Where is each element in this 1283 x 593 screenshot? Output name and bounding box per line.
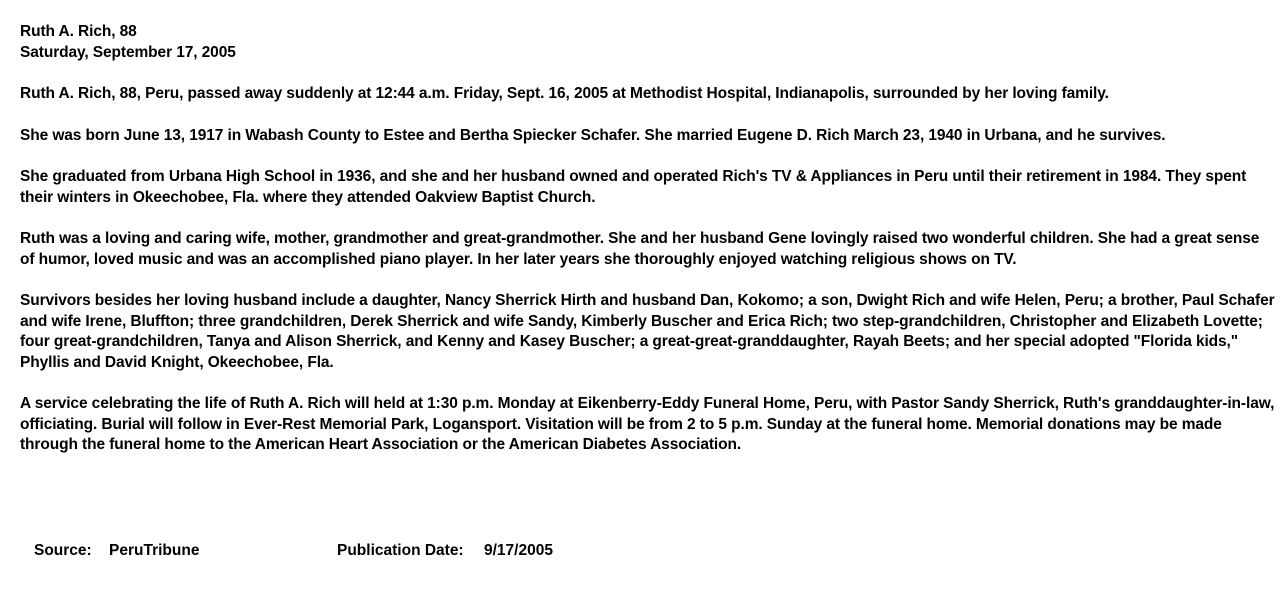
obituary-date-line: Saturday, September 17, 2005	[20, 43, 236, 61]
publication-date-value: 9/17/2005	[484, 542, 553, 559]
paragraph-birth-marriage: She was born June 13, 1917 in Wabash County to Estee and Bertha Spiecker Schafer. She married Eugene D. Rich March 23, 1940 in Urbana, and he survives.	[20, 126, 1166, 144]
paragraph-personal: Ruth was a loving and caring wife, mother, grandmother and great-grandmother. She and her husband Gene lovingly raised two wonderful children. She had a great sense of humor, loved music and was an accomplished piano player. In her later years she thoroughly enjoyed watching religious shows on TV.	[20, 230, 1260, 268]
source-value: PeruTribune	[109, 542, 200, 559]
publication-date-label: Publication Date:	[337, 542, 464, 559]
obituary-document	[20, 22, 1276, 456]
paragraph-death-notice: Ruth A. Rich, 88, Peru, passed away suddenly at 12:44 a.m. Friday, Sept. 16, 2005 at Methodist Hospital, Indianapolis, surrounded by her loving family.	[20, 85, 1109, 102]
paragraph-survivors: Survivors besides her loving husband include a daughter, Nancy Sherrick Hirth and husband Dan, Kokomo; a son, Dwight Rich and wife Helen, Peru; a brother, Paul Schafer and wife Irene, Bluffton; three grandchildren, Derek Sherrick and wife Sandy, Kimberly Buscher and Erica Rich; two step-grandchildren, Christopher and Elizabeth Lovette; four great-grandchildren, Tanya and Alison Sherrick, and Kenny and Kasey Buscher; a great-great-granddaughter, Rayah Beets; and her special adopted "Florida kids," Phyllis and David Knight, Okeechobee, Fla.	[20, 292, 1275, 371]
paragraph-service: A service celebrating the life of Ruth A. Rich will held at 1:30 p.m. Monday at Eikenberry-Eddy Funeral Home, Peru, with Pastor Sandy Sherrick, Ruth's granddaughter-in-law, officiating. Burial will follow in Ever-Rest Memorial Park, Logansport. Visitation will be from 2 to 5 p.m. Sunday at the funeral home. Memorial donations may be made through the funeral home to the American Heart Association or the American Diabetes Association.	[20, 395, 1275, 453]
paragraph-career: She graduated from Urbana High School in 1936, and she and her husband owned and operated Rich's TV & Appliances in Peru until their retirement in 1984. They spent their winters in Okeechobee, Fla. where they attended Oakview Baptist Church.	[20, 168, 1247, 206]
obituary-name-line: Ruth A. Rich, 88	[20, 23, 137, 40]
source-label: Source:	[34, 542, 92, 559]
obituary-title	[20, 22, 1276, 63]
